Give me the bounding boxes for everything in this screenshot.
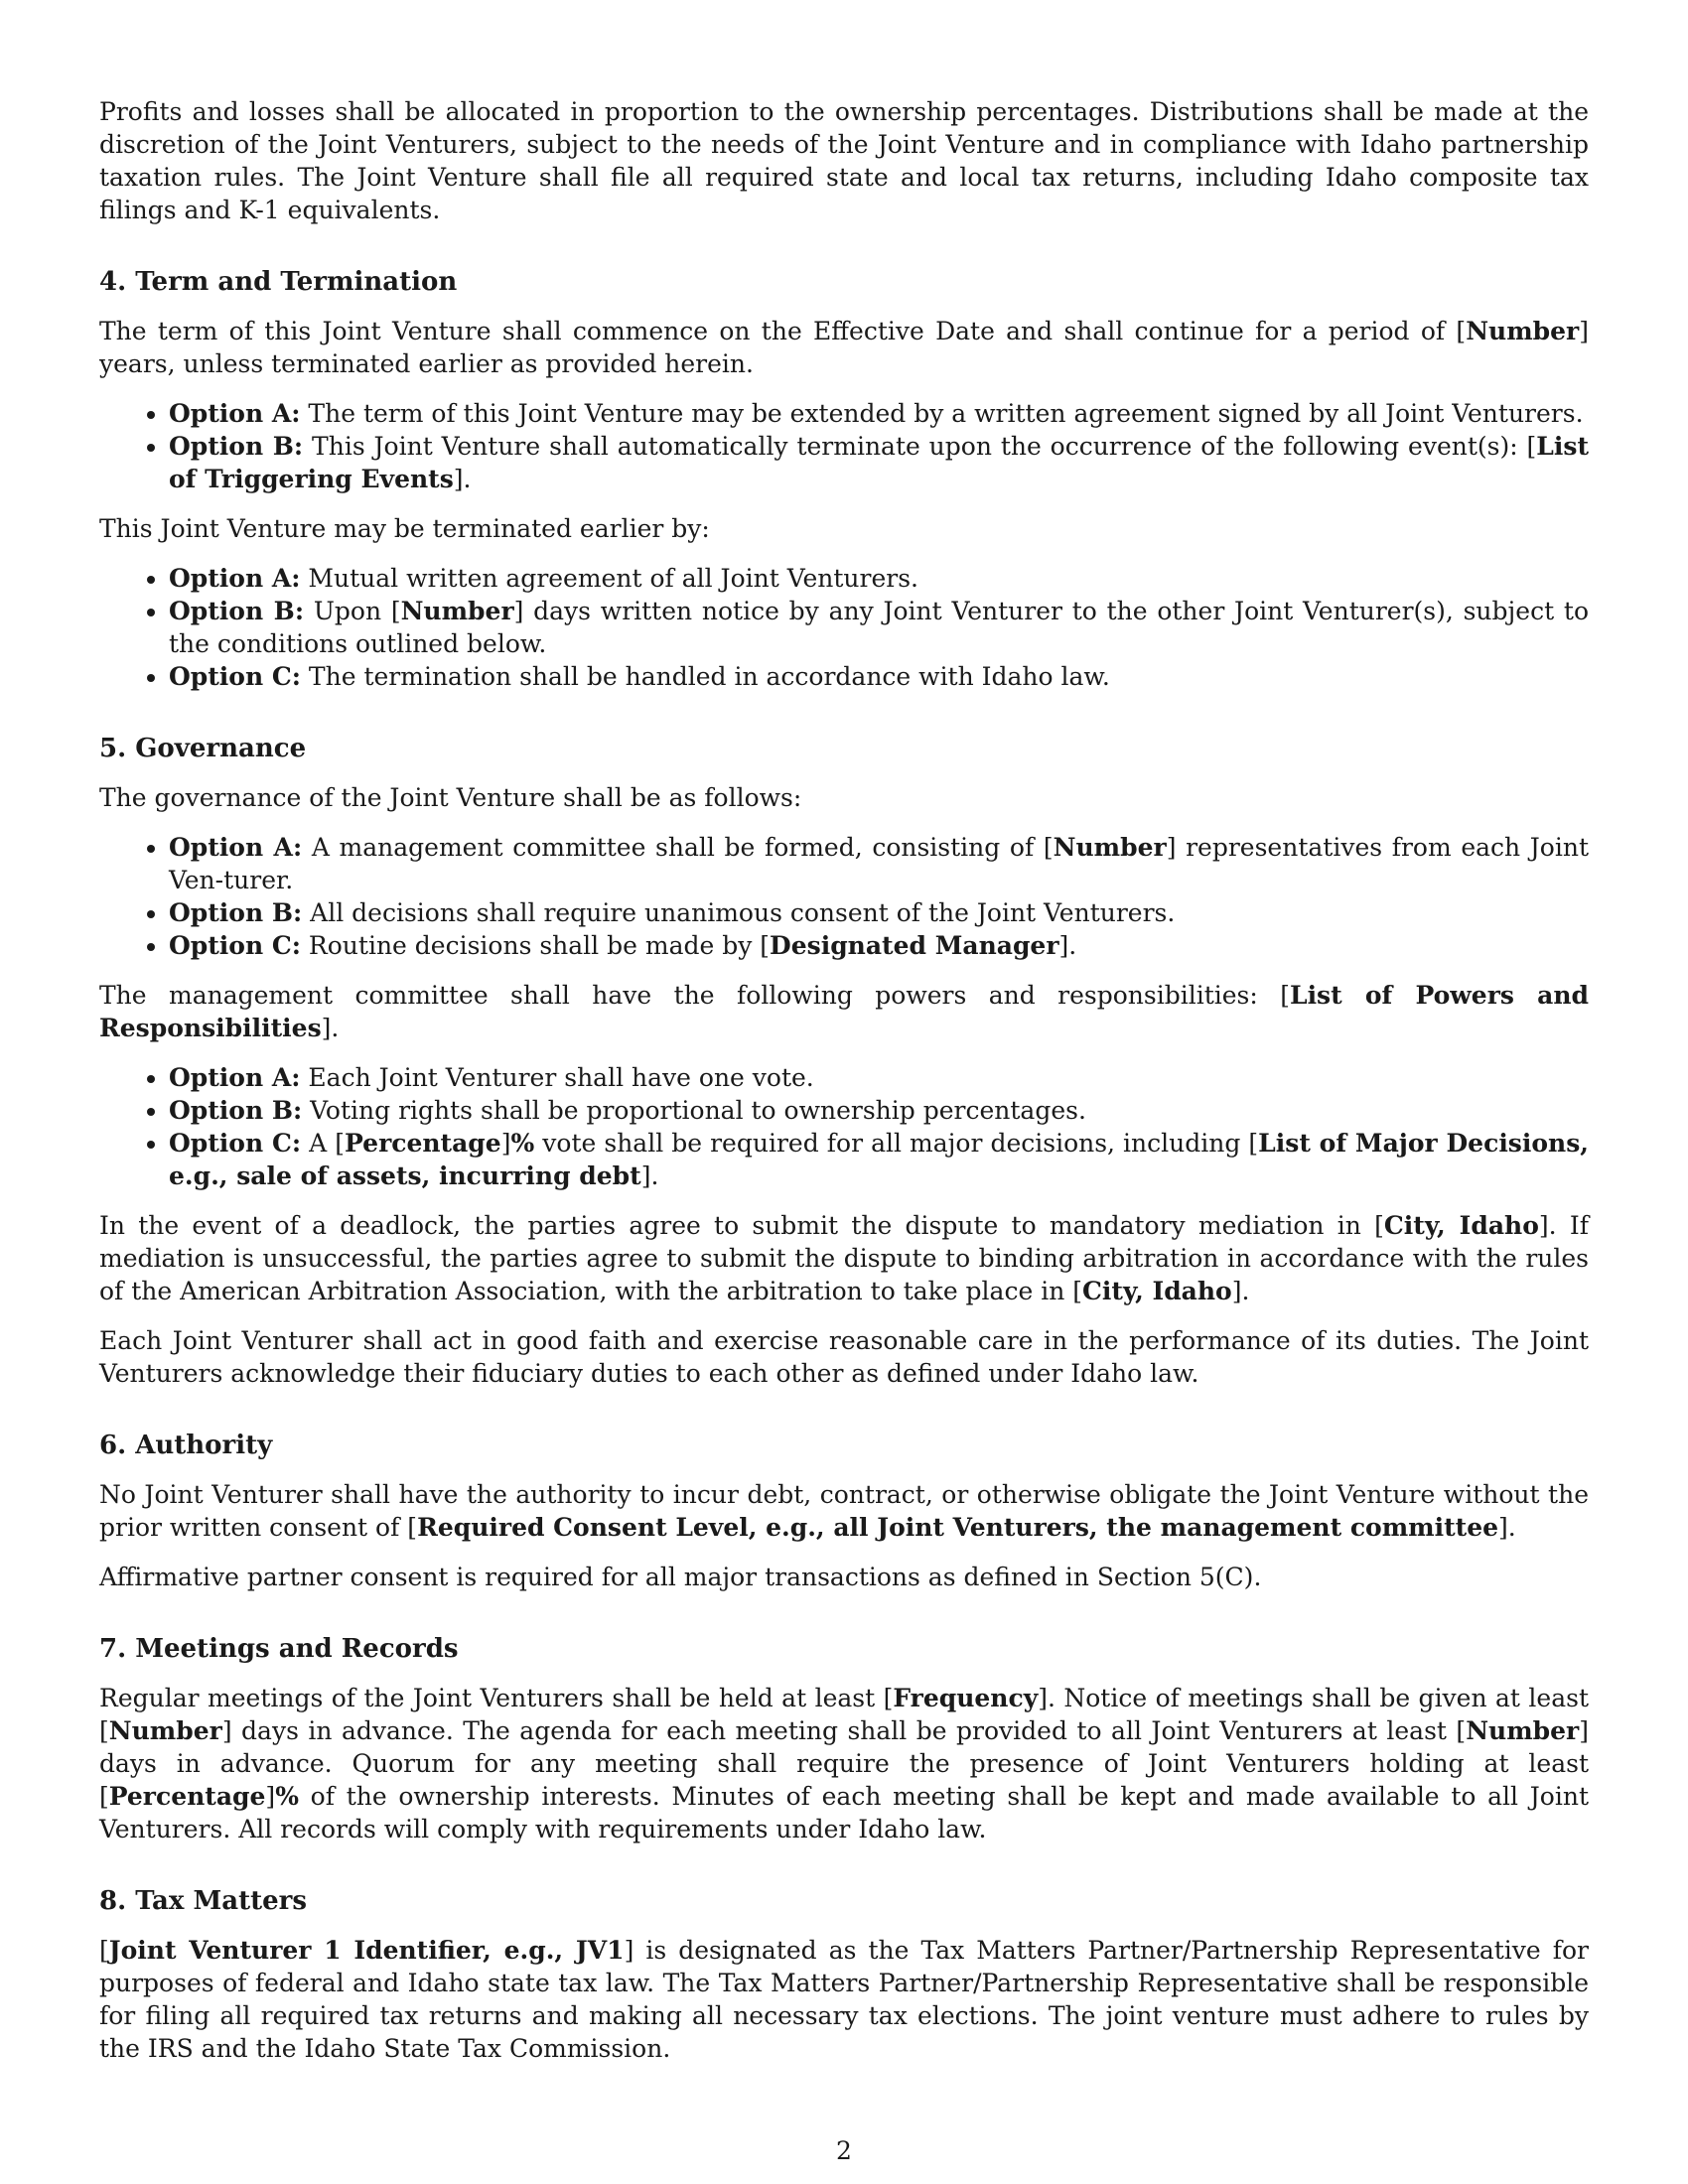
list-item: • Option B: This Joint Venture shall automatically terminate upon the occurrence of the following event(s): [List of Triggering Events].: [169, 430, 1589, 495]
option-list: [99, 831, 1589, 962]
option-list: [99, 1061, 1589, 1192]
list-item: • Option B: All decisions shall require unanimous consent of the Joint Venturers.: [169, 896, 1589, 929]
list-item: • Option B: Upon [Number] days written notice by any Joint Venturer to the other Joint Venturer(s), subject to the conditions outlined below.: [169, 595, 1589, 660]
section-heading: 5. Governance: [99, 734, 307, 763]
section-heading: 7. Meetings and Records: [99, 1634, 459, 1664]
section-paragraph: Regular meetings of the Joint Venturers shall be held at least [Frequency]. Notice of meetings shall be given at least [Number] days in advance. The agenda for each meeting shall be provided to all Joint Venturers at least [Number] days in advance. Quorum for any meeting shall require the presence of Joint Venturers holding at least [Percentage]% of the ownership interests. Minutes of each meeting shall be kept and made available to all Joint Venturers. All records will comply with requirements under Idaho law.: [99, 1684, 1589, 1843]
list-item: • Option A: A management committee shall be formed, consisting of [Number] representatives from each Joint Ven-turer.: [169, 831, 1589, 896]
page-number: 2: [836, 2136, 852, 2165]
option-list: [99, 397, 1589, 495]
section-paragraph: This Joint Venture may be terminated earlier by:: [99, 514, 710, 543]
section-paragraph: In the event of a deadlock, the parties agree to submit the dispute to mandatory mediation in [City, Idaho]. If mediation is unsuccessful, the parties agree to submit the dispute to binding arbitration in accordance with the rules of the American Arbitration Association, with the arbitration to take place in [City, Idaho].: [99, 1211, 1589, 1305]
list-item: • Option C: A [Percentage]% vote shall be required for all major decisions, including [List of Major Decisions, e.g., sale of assets, incurring debt].: [169, 1127, 1589, 1192]
section-heading: 8. Tax Matters: [99, 1886, 307, 1916]
section-paragraph: Each Joint Venturer shall act in good faith and exercise reasonable care in the performance of its duties. The Joint Venturers acknowledge their fiduciary duties to each other as defined under Idaho law.: [99, 1326, 1589, 1388]
section-paragraph: [Joint Venturer 1 Identifier, e.g., JV1] is designated as the Tax Matters Partner/Partnership Representative for purposes of federal and Idaho state tax law. The Tax Matters Partner/Partnership Representative shall be responsible for filing all required tax returns and making all necessary tax elections. The joint venture must adhere to rules by the IRS and the Idaho State Tax Commission.: [99, 1936, 1590, 2063]
section-heading: 4. Term and Termination: [99, 267, 458, 297]
section-paragraph: The governance of the Joint Venture shall be as follows:: [99, 783, 802, 812]
list-item: • Option A: Mutual written agreement of all Joint Venturers.: [169, 562, 1589, 595]
section-paragraph: Affirmative partner consent is required for all major transactions as defined in Section 5(C).: [99, 1563, 1262, 1591]
list-item: • Option A: Each Joint Venturer shall have one vote.: [169, 1061, 1589, 1094]
section-paragraph: The term of this Joint Venture shall commence on the Effective Date and shall continue for a period of [Number] years, unless terminated earlier as provided herein.: [99, 317, 1589, 378]
option-list: [99, 562, 1589, 693]
list-item: • Option C: Routine decisions shall be made by [Designated Manager].: [169, 929, 1589, 962]
list-item: • Option C: The termination shall be handled in accordance with Idaho law.: [169, 660, 1589, 693]
section-paragraph: No Joint Venturer shall have the authority to incur debt, contract, or otherwise obligate the Joint Venture without the prior written consent of [Required Consent Level, e.g., all Joint Venturers, the management committee].: [99, 1480, 1589, 1542]
sections-container: [99, 266, 1589, 2065]
section-paragraph: The management committee shall have the following powers and responsibilities: [List of Powers and Responsibilities].: [99, 981, 1589, 1042]
intro-paragraph: Profits and losses shall be allocated in proportion to the ownership percentages. Distributions shall be made at the discretion of the Joint Venturers, subject to the needs of the Joint Venture and in compliance with Idaho partnership taxation rules. The Joint Venture shall file all required state and local tax returns, including Idaho composite tax filings and K-1 equivalents.: [99, 97, 1589, 224]
section-heading: 6. Authority: [99, 1431, 273, 1460]
list-item: • Option A: The term of this Joint Venture may be extended by a written agreement signed by all Joint Venturers.: [169, 397, 1589, 430]
list-item: • Option B: Voting rights shall be proportional to ownership percentages.: [169, 1094, 1589, 1127]
